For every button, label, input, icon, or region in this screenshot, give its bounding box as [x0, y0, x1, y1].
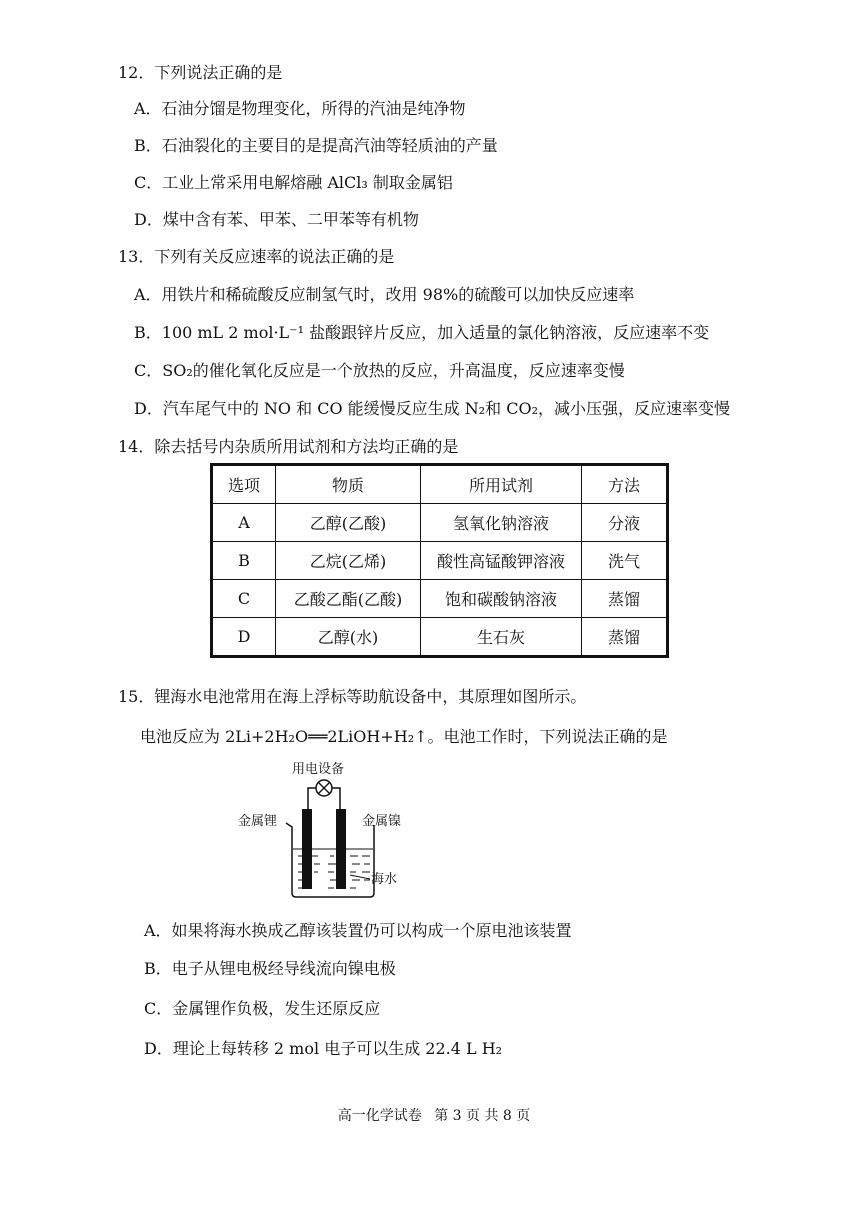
table-cell-substance: 乙醇(乙酸)	[276, 504, 421, 542]
question-15-option-b: B．电子从锂电极经导线流向镍电极	[144, 959, 396, 978]
table-cell-option: A	[212, 504, 276, 542]
left-electrode-label: 金属锂	[238, 814, 278, 829]
table-header-option: 选项	[212, 465, 276, 504]
nickel-electrode	[336, 809, 346, 889]
lithium-electrode	[302, 809, 312, 889]
table-cell-method: 蒸馏	[582, 580, 668, 618]
question-15-option-c: C．金属锂作负极，发生还原反应	[144, 999, 381, 1018]
question-12-option-c: C．工业上常采用电解熔融 AlCl₃ 制取金属铝	[134, 173, 453, 192]
battery-diagram	[230, 755, 420, 905]
question-12-option-b: B．石油裂化的主要目的是提高汽油等轻质油的产量	[134, 136, 498, 155]
table-cell-method: 洗气	[582, 542, 668, 580]
table-row	[212, 504, 668, 542]
question-15-stem-reaction: 电池反应为 2Li+2H₂O══2LiOH+H₂↑。电池工作时，下列说法正确的是	[140, 727, 668, 746]
table-cell-substance: 乙酸乙酯(乙酸)	[276, 580, 421, 618]
question-13-option-d: D．汽车尾气中的 NO 和 CO 能缓慢反应生成 N₂和 CO₂，减小压强，反应速率变慢	[134, 399, 731, 418]
question-15-option-d: D．理论上每转移 2 mol 电子可以生成 22.4 L H₂	[144, 1039, 503, 1058]
table-header-substance: 物质	[276, 465, 421, 504]
question-13-stem: 13．下列有关反应速率的说法正确的是	[118, 247, 395, 266]
question-15-stem: 15．锂海水电池常用在海上浮标等助航设备中，其原理如图所示。	[118, 687, 587, 706]
table-row	[212, 580, 668, 618]
footer-title: 高一化学试卷	[337, 1108, 422, 1124]
question-12-option-a: A．石油分馏是物理变化，所得的汽油是纯净物	[134, 99, 466, 118]
table-cell-method: 分液	[582, 504, 668, 542]
table-row	[212, 542, 668, 580]
question-14-table	[210, 463, 669, 658]
question-12-option-d: D．煤中含有苯、甲苯、二甲苯等有机物	[134, 210, 419, 229]
question-15-option-a: A．如果将海水换成乙醇该装置仍可以构成一个原电池该装置	[144, 921, 572, 940]
table-header-row	[212, 465, 668, 504]
beaker	[286, 823, 374, 897]
right-electrode-label: 金属镍	[362, 814, 402, 829]
table-cell-option: C	[212, 580, 276, 618]
table-header-method: 方法	[582, 465, 668, 504]
table-cell-reagent: 氢氧化钠溶液	[421, 504, 582, 542]
table-cell-method: 蒸馏	[582, 618, 668, 657]
table-cell-reagent: 生石灰	[421, 618, 582, 657]
page-footer	[0, 1105, 868, 1125]
table-cell-option: B	[212, 542, 276, 580]
table-cell-reagent: 酸性高锰酸钾溶液	[421, 542, 582, 580]
lamp-icon	[316, 780, 332, 796]
question-13-option-a: A．用铁片和稀硫酸反应制氢气时，改用 98%的硫酸可以加快反应速率	[134, 285, 635, 304]
device-label: 用电设备	[292, 762, 345, 777]
table-cell-reagent: 饱和碳酸钠溶液	[421, 580, 582, 618]
table-cell-substance: 乙醇(水)	[276, 618, 421, 657]
table-header-reagent: 所用试剂	[421, 465, 582, 504]
question-12-stem: 12．下列说法正确的是	[118, 63, 283, 82]
wire	[308, 788, 340, 855]
table-cell-option: D	[212, 618, 276, 657]
table-cell-substance: 乙烷(乙烯)	[276, 542, 421, 580]
seawater-pointer	[350, 875, 370, 879]
question-13-option-c: C．SO₂的催化氧化反应是一个放热的反应，升高温度，反应速率变慢	[134, 361, 625, 380]
question-13-option-b: B．100 mL 2 mol·L⁻¹ 盐酸跟锌片反应，加入适量的氯化钠溶液，反应速率不变	[134, 323, 710, 342]
seawater-label: 海水	[371, 872, 398, 887]
question-14-stem: 14．除去括号内杂质所用试剂和方法均正确的是	[118, 437, 459, 456]
footer-page-number: 第 3 页 共 8 页	[434, 1108, 531, 1124]
table-row	[212, 618, 668, 657]
